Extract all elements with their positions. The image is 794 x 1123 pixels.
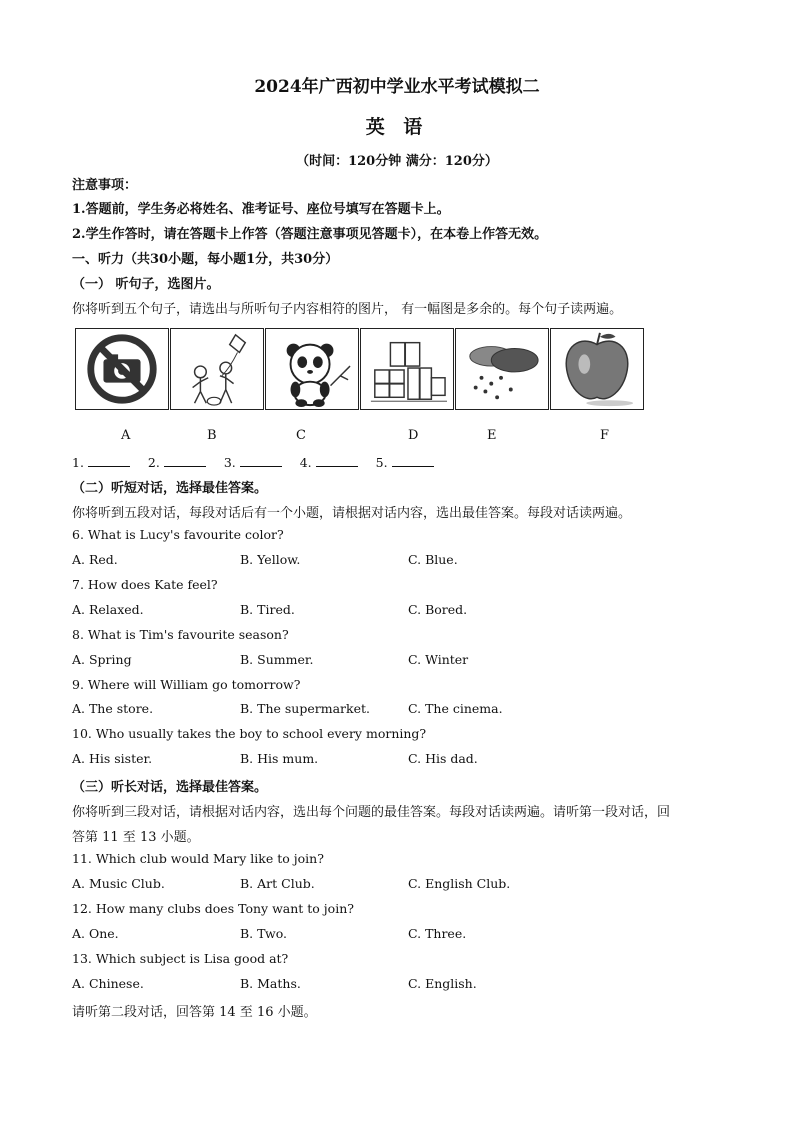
blank-label-4: 4. <box>299 455 312 470</box>
q7-option-b[interactable]: B. Tired. <box>240 602 295 617</box>
exam-subject: 英 语 <box>365 116 429 138</box>
answer-blank-3[interactable] <box>240 454 282 467</box>
q12-option-b[interactable]: B. Two. <box>240 926 288 941</box>
blank-label-3: 3. <box>223 455 236 470</box>
q10-option-b[interactable]: B. His mum. <box>240 751 319 766</box>
blank-label-2: 2. <box>147 455 160 470</box>
exam-time-info: （时间：120分钟 满分：120分） <box>296 154 498 169</box>
answer-blank-2[interactable] <box>164 454 206 467</box>
picture-c <box>265 328 359 410</box>
picture-f <box>550 328 644 410</box>
question-12: 12. How many clubs does Tony want to join? <box>72 901 354 916</box>
picture-d <box>360 328 454 410</box>
q7-option-c[interactable]: C. Bored. <box>408 602 468 617</box>
question-13: 13. Which subject is Lisa good at? <box>72 951 289 966</box>
picture-a <box>75 328 169 410</box>
q6-option-a[interactable]: A. Red. <box>72 552 118 567</box>
q6-option-b[interactable]: B. Yellow. <box>240 552 301 567</box>
apple-icon <box>551 329 643 409</box>
gifts-icon <box>361 329 453 409</box>
answer-blanks <box>72 454 448 470</box>
panda-icon <box>266 329 358 409</box>
section3-instruction-line2: 答第 11 至 13 小题。 <box>72 830 200 845</box>
picture-letter-e: E <box>487 428 497 443</box>
q8-option-c[interactable]: C. Winter <box>408 652 469 667</box>
q11-option-a[interactable]: A. Music Club. <box>72 876 165 891</box>
q12-option-a[interactable]: A. One. <box>72 926 119 941</box>
section2-instruction: 你将听到五段对话，每段对话后有一个小题，请根据对话内容，选出最佳答案。每段对话读两遍。 <box>72 506 632 521</box>
notes-item-1: 1.答题前，学生务必将姓名、准考证号、座位号填写在答题卡上。 <box>72 202 450 217</box>
question-10: 10. Who usually takes the boy to school every morning? <box>72 726 427 741</box>
section2-heading: （二）听短对话，选择最佳答案。 <box>72 481 268 496</box>
picture-letter-b: B <box>207 428 217 443</box>
question-7: 7. How does Kate feel? <box>72 577 218 592</box>
picture-letter-f: F <box>600 428 610 443</box>
section3-next-instruction: 请听第二段对话，回答第 14 至 16 小题。 <box>72 1005 317 1020</box>
blank-label-1: 1. <box>72 455 84 470</box>
section3-heading: （三）听长对话，选择最佳答案。 <box>72 780 268 795</box>
rain-cloud-icon <box>456 329 548 409</box>
picture-b <box>170 328 264 410</box>
section1-instruction: 你将听到五个句子，请选出与所听句子内容相符的图片， 有一幅图是多余的。每个句子读两遍。 <box>72 302 623 317</box>
q9-option-b[interactable]: B. The supermarket. <box>240 701 370 716</box>
section3-instruction-line1: 你将听到三段对话，请根据对话内容，选出每个问题的最佳答案。每段对话读两遍。请听第一段对话，回 <box>72 805 671 820</box>
q7-option-a[interactable]: A. Relaxed. <box>72 602 144 617</box>
q13-option-a[interactable]: A. Chinese. <box>72 976 144 991</box>
picture-row <box>75 328 645 412</box>
blank-label-5: 5. <box>375 455 388 470</box>
q8-option-a[interactable]: A. Spring <box>72 652 132 667</box>
question-9: 9. Where will William go tomorrow? <box>72 677 301 692</box>
notes-item-2: 2.学生作答时，请在答题卡上作答（答题注意事项见答题卡），在本卷上作答无效。 <box>72 227 548 242</box>
picture-e <box>455 328 549 410</box>
q12-option-c[interactable]: C. Three. <box>408 926 467 941</box>
q8-option-b[interactable]: B. Summer. <box>240 652 314 667</box>
picture-letter-d: D <box>408 428 419 443</box>
q9-option-a[interactable]: A. The store. <box>72 701 154 716</box>
q9-option-c[interactable]: C. The cinema. <box>408 701 503 716</box>
q13-option-b[interactable]: B. Maths. <box>240 976 301 991</box>
exam-title: 2024年广西初中学业水平考试模拟二 <box>254 77 540 97</box>
picture-letter-c: C <box>296 428 306 443</box>
notes-heading: 注意事项： <box>72 178 138 193</box>
question-6: 6. What is Lucy's favourite color? <box>72 527 284 542</box>
q13-option-c[interactable]: C. English. <box>408 976 477 991</box>
part1-heading: 一、听力（共30小题，每小题1分，共30分） <box>72 252 339 267</box>
kids-kite-icon <box>171 329 263 409</box>
q11-option-c[interactable]: C. English Club. <box>408 876 511 891</box>
question-11: 11. Which club would Mary like to join? <box>72 851 324 866</box>
no-camera-icon <box>76 329 168 409</box>
q10-option-a[interactable]: A. His sister. <box>72 751 153 766</box>
picture-letter-a: A <box>121 428 131 443</box>
section1-heading: （一） 听句子，选图片。 <box>72 277 220 292</box>
answer-blank-5[interactable] <box>392 454 434 467</box>
question-8: 8. What is Tim's favourite season? <box>72 627 289 642</box>
q11-option-b[interactable]: B. Art Club. <box>240 876 315 891</box>
answer-blank-1[interactable] <box>88 454 130 467</box>
q6-option-c[interactable]: C. Blue. <box>408 552 458 567</box>
answer-blank-4[interactable] <box>316 454 358 467</box>
q10-option-c[interactable]: C. His dad. <box>408 751 478 766</box>
